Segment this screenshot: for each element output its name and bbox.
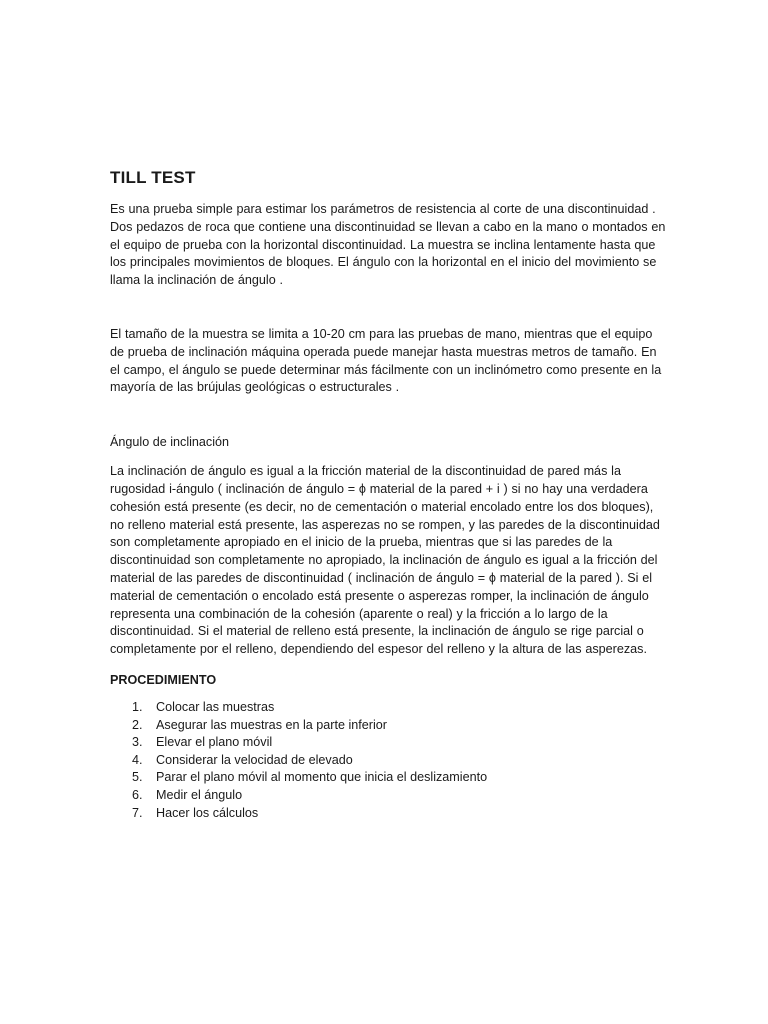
procedure-heading: PROCEDIMIENTO <box>110 672 217 687</box>
step-text: Considerar la velocidad de elevado <box>156 752 353 767</box>
list-item <box>110 699 670 717</box>
step-text: Elevar el plano móvil <box>156 735 273 750</box>
step-number: 3. <box>132 735 143 750</box>
list-item <box>110 717 670 735</box>
list-item <box>110 752 670 770</box>
step-text: Hacer los cálculos <box>156 805 259 820</box>
list-item <box>110 769 670 787</box>
procedure-list <box>110 699 670 822</box>
document-title: TILL TEST <box>110 168 196 187</box>
step-number: 5. <box>132 770 143 785</box>
document-page <box>110 168 670 822</box>
list-item <box>110 734 670 752</box>
step-text: Medir el ángulo <box>156 787 243 802</box>
step-number: 2. <box>132 717 143 732</box>
sample-size-paragraph: El tamaño de la muestra se limita a 10-20 cm para las pruebas de mano, mientras que el equipo de prueba de inclinación máquina operada puede manejar hasta muestras metros de tamaño. En el campo, el ángulo se puede determinar más fácilmente con un inclinómetro como presente en la mayoría de las brújulas geológicas o estructurales . <box>110 326 662 395</box>
step-number: 7. <box>132 805 143 820</box>
step-number: 1. <box>132 699 143 714</box>
step-text: Colocar las muestras <box>156 699 275 714</box>
list-item <box>110 787 670 805</box>
step-number: 6. <box>132 787 143 802</box>
section-subheading: Ángulo de inclinación <box>110 435 230 450</box>
step-text: Asegurar las muestras en la parte inferior <box>156 717 387 732</box>
list-item <box>110 805 670 823</box>
step-text: Parar el plano móvil al momento que inicia el deslizamiento <box>156 770 488 785</box>
tilt-angle-paragraph: La inclinación de ángulo es igual a la fricción material de la discontinuidad de pared más la rugosidad i-ángulo ( inclinación de ángulo = ϕ material de la pared + i ) si no hay una verdadera cohesión está presente (es decir, no de cementación o material encolado entre los dos bloques), no relleno material está presente, las asperezas no se rompen, y las paredes de la discontinuidad son completamente apropiado en el inicio de la prueba, mientras que si las paredes de la discontinuidad son completamente no apropiado, la inclinación de ángulo es igual a la fricción del material de las paredes de discontinuidad ( inclinación de ángulo = ϕ material de la pared ). Si el material de cementación o encolado está presente o asperezas romper, la inclinación de ángulo representa una combinación de la cohesión (aparente o real) y la fricción a lo largo de la discontinuidad. Si el material de relleno está presente, la inclinación de ángulo se rige parcial o completamente por el relleno, dependiendo del espesor del relleno y la altura de las asperezas. <box>110 464 660 657</box>
intro-paragraph: Es una prueba simple para estimar los parámetros de resistencia al corte de una discontinuidad . Dos pedazos de roca que contiene una discontinuidad se llevan a cabo en la mano o montados en el equipo de prueba con la horizontal discontinuidad. La muestra se inclina lentamente hasta que los principales movimientos de bloques. El ángulo con la horizontal en el inicio del movimiento se llama la inclinación de ángulo . <box>110 202 666 288</box>
step-number: 4. <box>132 752 143 767</box>
